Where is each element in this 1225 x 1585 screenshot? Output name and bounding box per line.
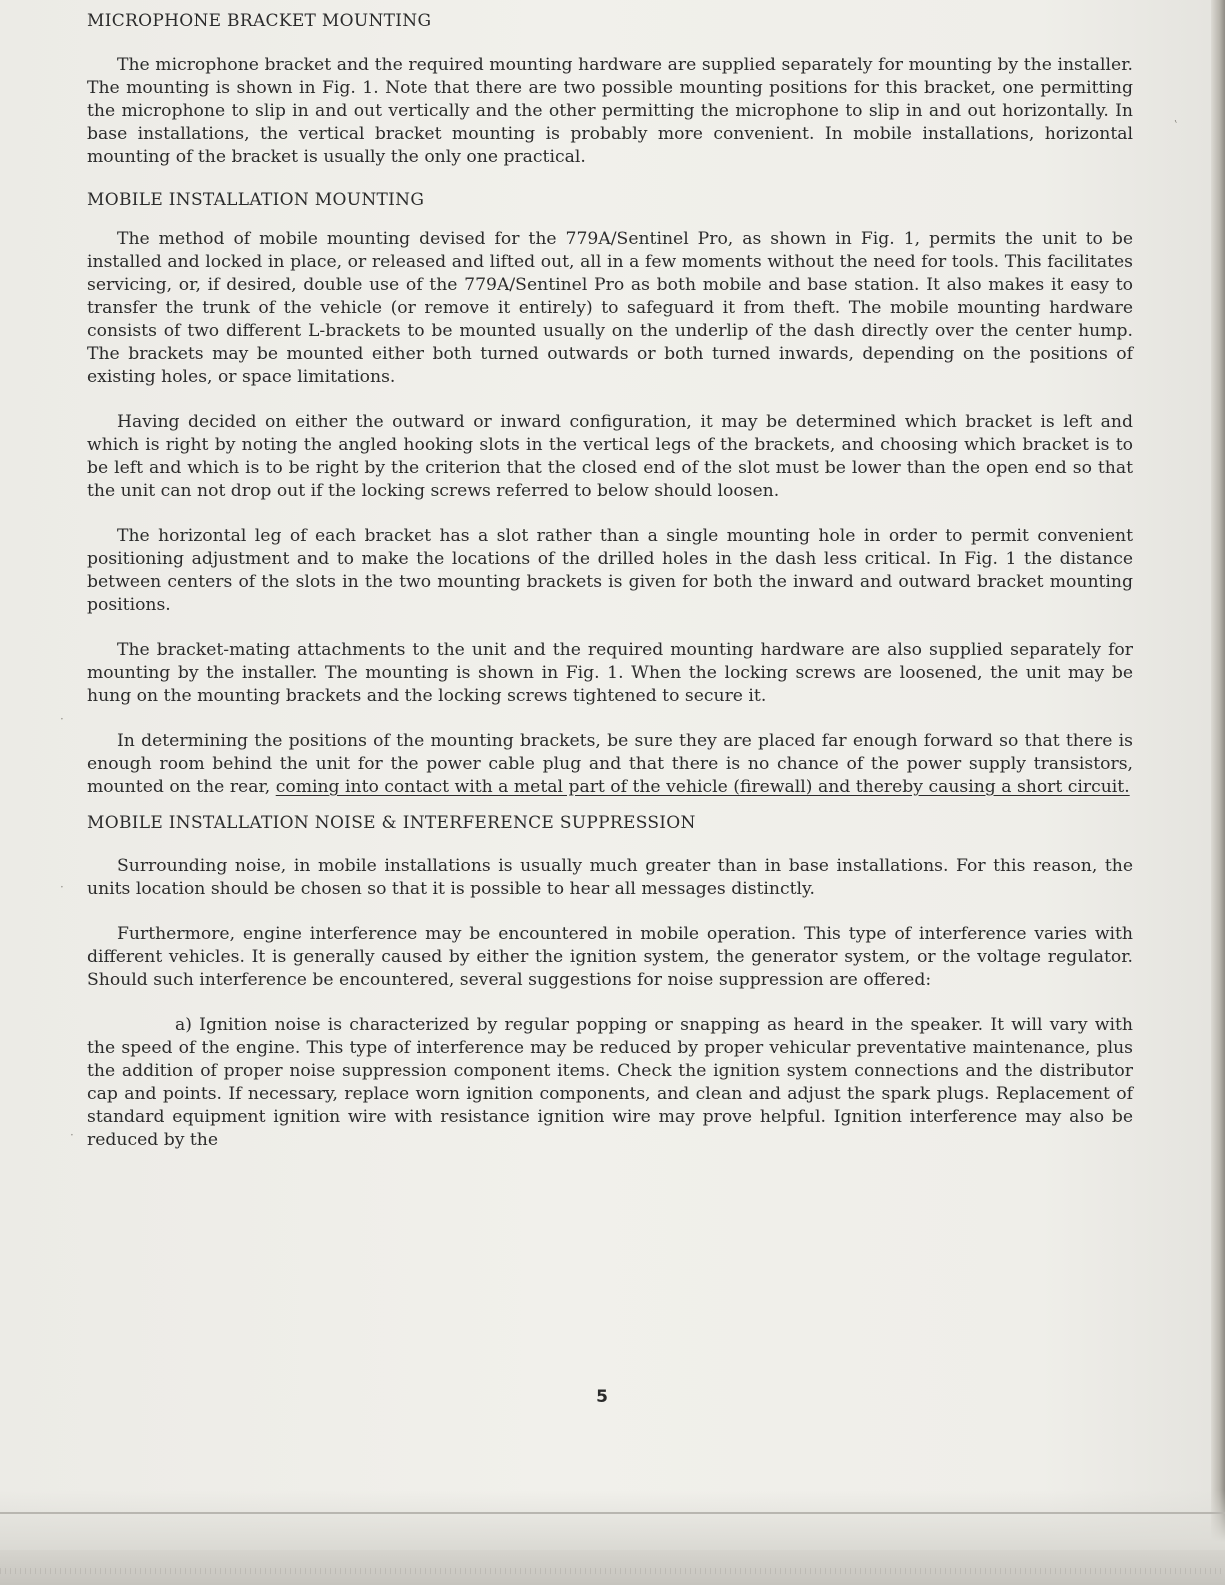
section-heading-microphone-bracket: MICROPHONE BRACKET MOUNTING xyxy=(87,11,432,31)
scan-speck: ‛ xyxy=(1174,118,1178,132)
scan-speck: · xyxy=(60,880,64,894)
page-fold-line xyxy=(0,1512,1225,1514)
warning-text: In determining the positions of the mounting brackets, be sure they are placed far enough forward so that there is enough room behind the unit for the power cable plug and that there is no chance of the power supply transistors, mounted on the rear, xyxy=(87,731,1133,797)
paragraph-bracket-orientation: Having decided on either the outward or inward configuration, it may be determined which bracket is left and which is right by noting the angled hooking slots in the vertical legs of the brackets, and choosing which bracket is to be left and which is to be right by the criterion that the closed end of the slot must be lower than the open end so that the unit can not drop out if the locking screws referred to below should loosen. xyxy=(87,412,1133,501)
section-heading-mobile-mounting: MOBILE INSTALLATION MOUNTING xyxy=(87,190,425,210)
page-bottom-texture xyxy=(0,1568,1225,1574)
paragraph-microphone-bracket: The microphone bracket and the required mounting hardware are supplied separately for mounting by the installer. The mounting is shown in Fig. 1. Note that there are two possible mounting positions for this bracket, one permitting the microphone to slip in and out vertically and the other permitting the microphone to slip in and out horizontally. In base installations, the vertical bracket mounting is probably more convenient. In mobile installations, horizontal mounting of the bracket is usually the only one practical. xyxy=(87,55,1133,167)
paragraph-engine-interference: Furthermore, engine interference may be encountered in mobile operation. This type of interference varies with different vehicles. It is generally caused by either the ignition system, the generator system, or the voltage regulator. Should such interference be encountered, several suggestions for noise suppression are offered: xyxy=(87,924,1133,990)
paragraph-bracket-position-warning xyxy=(87,730,1133,799)
scan-speck: · xyxy=(60,712,64,726)
paragraph-horizontal-leg-slot: The horizontal leg of each bracket has a slot rather than a single mounting hole in order to permit convenient positioning adjustment and to make the locations of the drilled holes in the dash less critical. In Fig. 1 the distance between centers of the slots in the two mounting brackets is given for both the inward and outward bracket mounting positions. xyxy=(87,526,1133,615)
page-edge-shadow xyxy=(1211,0,1225,1585)
paragraph-surrounding-noise: Surrounding noise, in mobile installations is usually much greater than in base installations. For this reason, the units location should be chosen so that it is possible to hear all messages distinctly. xyxy=(87,856,1133,899)
paragraph-mobile-mounting-method: The method of mobile mounting devised for the 779A/Sentinel Pro, as shown in Fig. 1, permits the unit to be installed and locked in place, or released and lifted out, all in a few moments without the need for tools. This facilitates servicing, or, if desired, double use of the 779A/Sentinel Pro as both mobile and base station. It also makes it easy to transfer the trunk of the vehicle (or remove it entirely) to safeguard it from theft. The mobile mounting hardware consists of two different L-brackets to be mounted usually on the underlip of the dash directly over the center hump. The brackets may be mounted either both turned outwards or both turned inwards, depending on the positions of existing holes, or space limitations. xyxy=(87,229,1133,387)
page-content xyxy=(87,10,1133,1152)
paragraph-ignition-noise: a) Ignition noise is characterized by regular popping or snapping as heard in the speaker. It will vary with the speed of the engine. This type of interference may be reduced by proper vehicular preventative maintenance, plus the addition of proper noise suppression component items. Check the ignition system connections and the distributor cap and points. If necessary, replace worn ignition components, and clean and adjust the spark plugs. Replacement of standard equipment ignition wire with resistance ignition wire may prove helpful. Ignition interference may also be reduced by the xyxy=(87,1015,1133,1150)
warning-underlined-text: coming into contact with a metal part of the vehicle (firewall) and thereby causing a short circuit. xyxy=(275,777,1130,797)
paragraph-bracket-mating: The bracket-mating attachments to the unit and the required mounting hardware are also supplied separately for mounting by the installer. The mounting is shown in Fig. 1. When the locking screws are loosened, the unit may be hung on the mounting brackets and the locking screws tightened to secure it. xyxy=(87,640,1133,706)
scan-speck: · xyxy=(70,1128,74,1142)
section-heading-noise-suppression: MOBILE INSTALLATION NOISE & INTERFERENCE SUPPRESSION xyxy=(87,813,696,833)
page-number: 5 xyxy=(596,1387,608,1407)
